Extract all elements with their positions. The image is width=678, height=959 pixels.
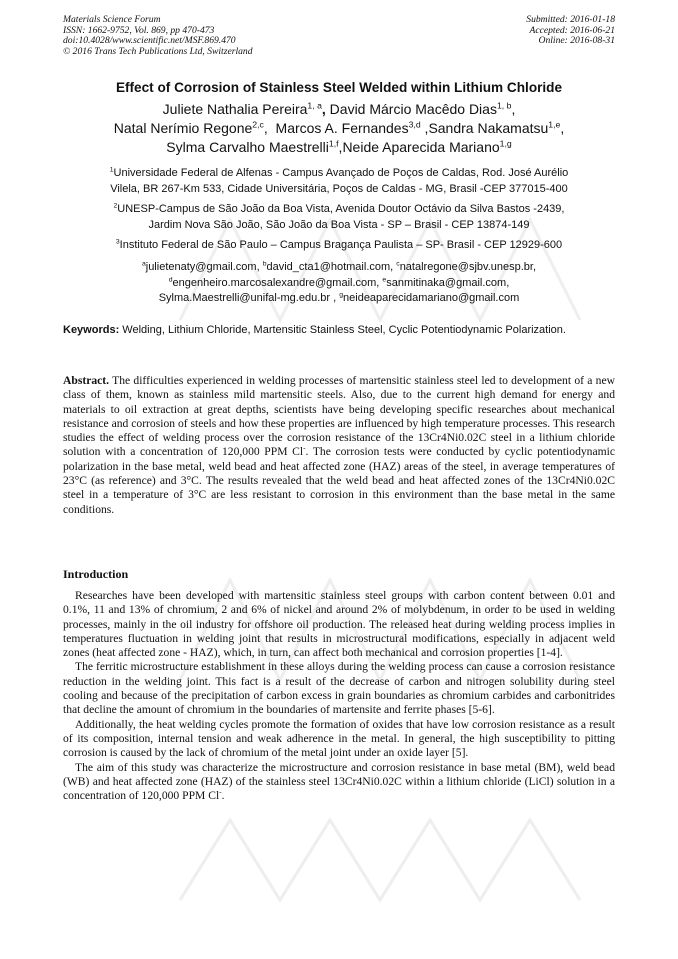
author-sup: 2,c xyxy=(252,119,264,130)
email: natalregone@sjbv.unesp.br, xyxy=(399,261,537,273)
author-name: David Márcio Macêdo Dias xyxy=(329,101,497,117)
online-date: Online: 2016-08-31 xyxy=(538,35,615,47)
abstract-text: . The corrosion tests were conducted by cyclic potentiodynamic polarization in the base metal, weld bead and heat affected zone (HAZ) areas of the steel, in average temperatures of 23°C (as reference) and 3°C. The results revealed that the weld bead and heat affected zones of the 13Cr4Ni0.02C steel in a temperature of 3°C are less resistant to corrosion in this environment than the base metal in the same conditions. xyxy=(63,445,615,516)
author-name: Juliete Nathalia Pereira xyxy=(162,101,308,117)
submitted-date: Submitted: 2016-01-18 xyxy=(526,14,615,25)
paragraph xyxy=(63,761,615,804)
abstract-sup: - xyxy=(303,444,306,453)
author-sup: 1, a xyxy=(307,100,322,111)
email-sup: d xyxy=(168,275,173,283)
affiliation-line: Vilela, BR 267-Km 533, Cidade Universitária, Poços de Caldas - MG, Brasil -CEP 377015-400 xyxy=(110,182,568,195)
journal-copyright: © 2016 Trans Tech Publications Ltd, Switzerland xyxy=(63,45,253,57)
author-name: Neide Aparecida Mariano xyxy=(342,138,500,155)
author-name: Marcos A. Fernandes xyxy=(275,119,409,136)
paragraph-sup: - xyxy=(219,788,222,797)
keywords xyxy=(63,323,615,339)
journal-name: Materials Science Forum xyxy=(63,14,161,25)
email-list xyxy=(30,260,648,307)
author-sup: 1, b xyxy=(496,100,512,111)
affiliation-line: UNESP-Campus de São João da Boa Vista, Avenida Doutor Octávio da Silva Bastos -2439, xyxy=(117,203,565,215)
author-name: Sylma Carvalho Maestrelli xyxy=(166,138,329,155)
paragraph-text: . xyxy=(221,789,225,803)
email: david_cta1@hotmail.com, xyxy=(266,261,397,273)
affiliation-1 xyxy=(30,166,648,197)
publication-dates xyxy=(526,15,615,47)
author-line-1: Juliete Nathalia Pereira$^{1, a}$, David Márcio Macêdo Dias$^{1, b}$, xyxy=(162,100,516,117)
paper-title: Effect of Corrosion of Stainless Steel Welded within Lithium Chloride xyxy=(115,80,563,95)
author-list xyxy=(30,100,648,156)
keywords-text: Welding, Lithium Chloride, Martensitic Stainless Steel, Cyclic Potentiodynamic Polarization. xyxy=(119,324,566,336)
accepted-date: Accepted: 2016-06-21 xyxy=(529,24,615,36)
affiliation-line: Jardim Nova São João, São João da Boa Vista - SP – Brasil - CEP 13874-149 xyxy=(148,218,530,231)
affiliation-sup: 1 xyxy=(109,166,114,174)
email-sup: c xyxy=(396,260,400,268)
email-sup: b xyxy=(262,260,267,268)
abstract-label: Abstract. xyxy=(63,374,110,387)
author-line-2: Natal Nerímio Regone$^{2,c}$, Marcos A. Fernandes$^{3,d}$ ,Sandra Nakamatsu$^{1,e}$, xyxy=(113,119,565,136)
journal-info xyxy=(63,15,253,57)
author-sup: 1,g xyxy=(499,137,512,148)
paragraph: The ferritic microstructure establishment in these alloys during the welding process can cause a corrosion resistance reduction in the welding joint. This fact is a result of the decrease of carbon and nitrogen solubility during steel cooling and because of the precipitation of carbon excess in grain boundaries as chromium carbides and carbonitrides that decline the amount of chromium in the boundaries of martensite and ferrite phases [5-6]. xyxy=(63,660,615,717)
journal-issn: ISSN: 1662-9752, Vol. 869, pp 470-473 xyxy=(63,24,215,36)
email: neideaparecidamariano@gmail.com xyxy=(343,292,520,305)
keywords-label: Keywords: xyxy=(63,324,120,336)
affiliation-line: Universidade Federal de Alfenas - Campus Avançado de Poços de Caldas, Rod. José Aurélio xyxy=(113,167,569,179)
email: julietenaty@gmail.com, xyxy=(145,261,263,273)
abstract xyxy=(63,374,615,517)
author-sup: 1,e xyxy=(548,119,561,130)
paragraph: Researches have been developed with martensitic stainless steel groups with carbon content between 0.01 and 0.1%, 11 and 13% of chromium, 2 and 6% of nickel and around 2% of molybdenum, in order to be used in welding processes, mainly in the oil industry for offshore oil production. The released heat during welding process implies in temperatures fluctuation in welding joint that results in microstructural modifications, especially in adjacent weld zones (heat affected zone - HAZ), which, in turn, can affect both mechanical and corrosion properties [1-4]. xyxy=(63,589,615,660)
email-sup: e xyxy=(382,275,387,283)
introduction-heading: Introduction xyxy=(63,567,129,581)
affiliation-3 xyxy=(30,238,648,254)
affiliation-line: Instituto Federal de São Paulo – Campus Bragança Paulista – SP- Brasil - CEP 12929-600 xyxy=(119,239,563,251)
email-sup: g xyxy=(339,291,344,299)
email: sanmitinaka@gmail.com, xyxy=(386,276,510,289)
author-name: Sandra Nakamatsu xyxy=(428,119,549,136)
journal-doi: doi:10.4028/www.scientific.net/MSF.869.470 xyxy=(63,35,236,47)
author-name: Natal Nerímio Regone xyxy=(113,119,253,136)
paragraph: Additionally, the heat welding cycles promote the formation of oxides that have low corrosion resistance as a result of its composition, internal tension and weak adherence in the metal. In general, the high susceptibility to pitting corrosion is caused by the lack of chromium of the metal joint under an oxide layer [5]. xyxy=(63,717,615,760)
author-sup: 3,d xyxy=(408,119,421,130)
email: engenheiro.marcosalexandre@gmail.com, xyxy=(172,276,383,289)
introduction-body xyxy=(63,589,615,803)
affiliation-2 xyxy=(30,202,648,233)
author-line-3: Sylma Carvalho Maestrelli$^{1,f}$,Neide Aparecida Mariano$^{1,g}$ xyxy=(166,137,512,155)
email: Sylma.Maestrelli@unifal-mg.edu.br , xyxy=(158,292,340,305)
email-sup: a xyxy=(141,260,146,268)
author-sup: 1,f xyxy=(328,137,339,148)
affiliation-sup: 2 xyxy=(113,202,118,210)
abstract-text: The difficulties experienced in welding processes of martensitic stainless steel led to development of a new class of them, known as stainless mild martensitic steels. Also, due to the current high demand for energy and materials to oil extraction at great depths, scientists have being developing specific researches about mechanical resistance and corrosion of steels and how these properties are influenced by high temperature processes. This research studies the effect of welding process over the corrosion resistance of the 13Cr4Ni0.02C steel in a lithium chloride solution with a concentration of 120,000 PPM Cl xyxy=(63,374,615,459)
paragraph-text: The aim of this study was characterize the microstructure and corrosion resistance in base metal (BM), weld bead (WB) and heat affected zone (HAZ) of the stainless steel 13Cr4Ni0.02C within a lithium chloride (LiCl) solution in a concentration of 120,000 PPM Cl xyxy=(63,760,615,803)
affiliation-sup: 3 xyxy=(115,238,120,246)
